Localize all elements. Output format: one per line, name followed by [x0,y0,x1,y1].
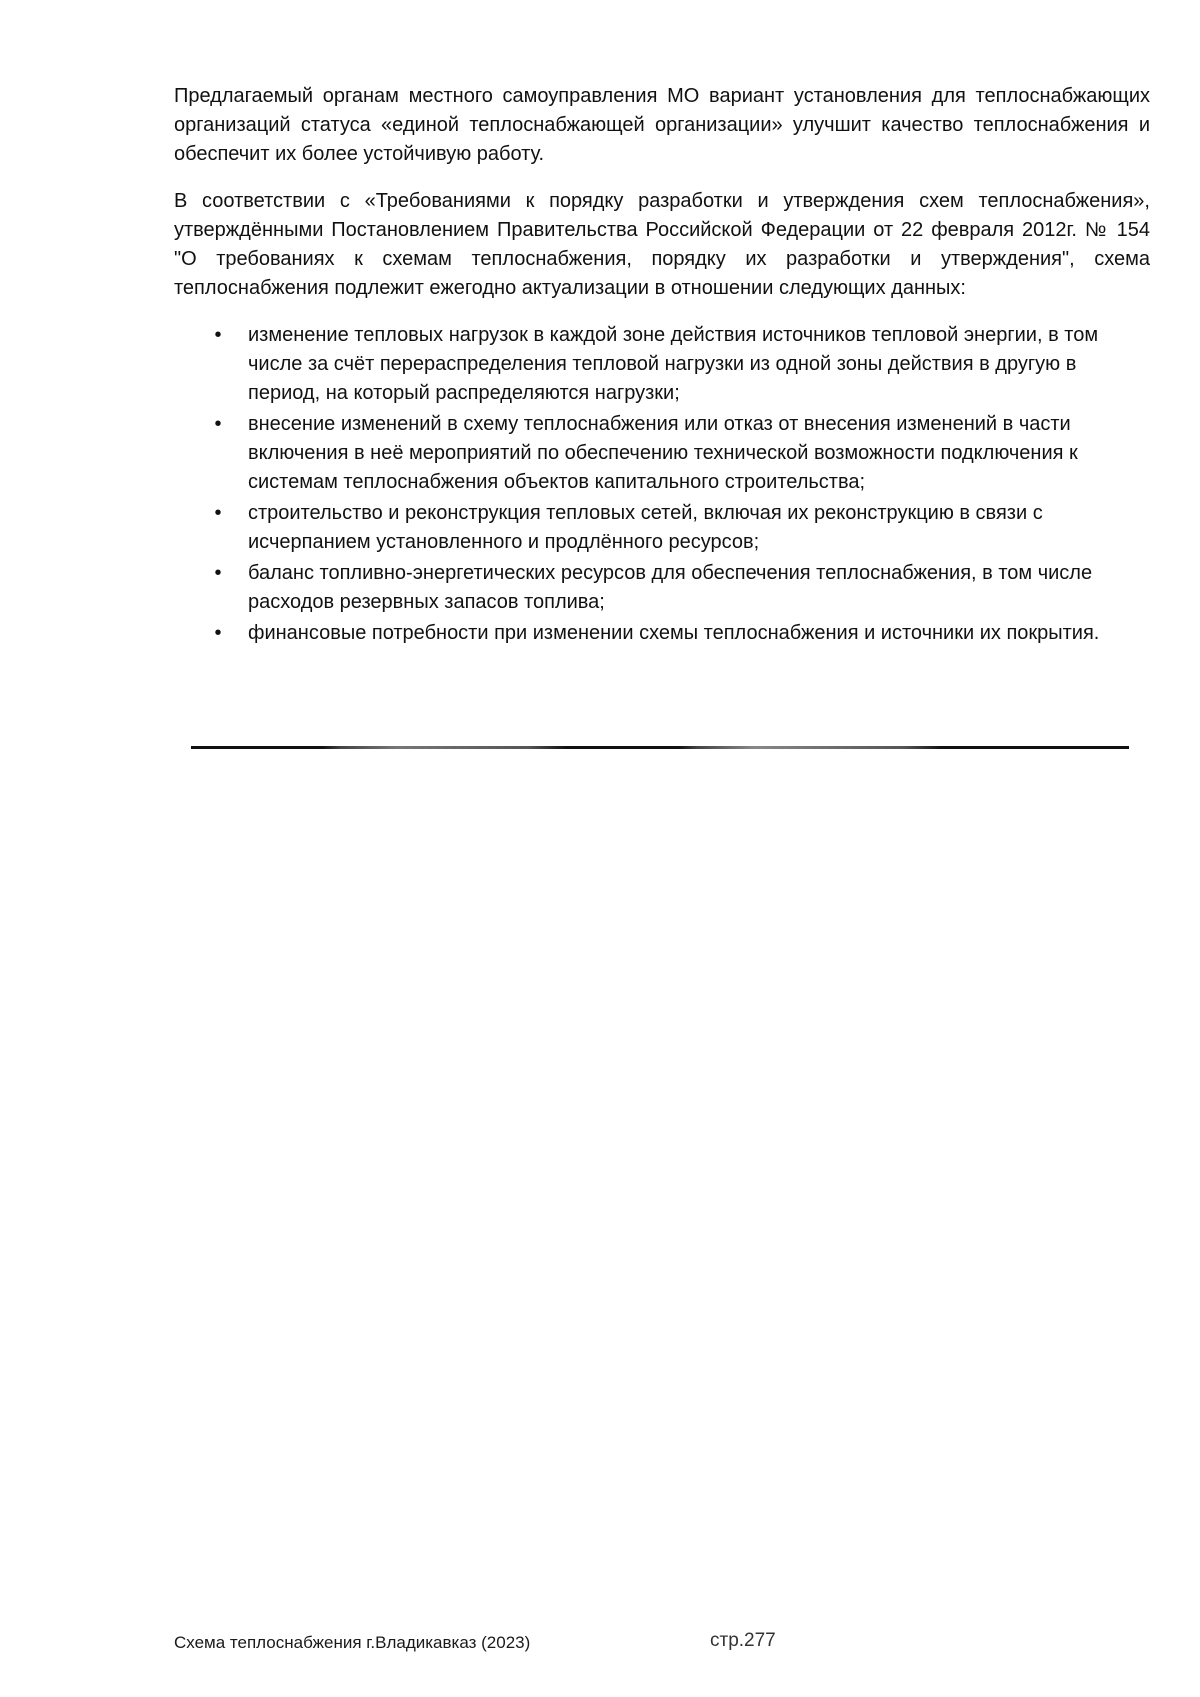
list-item [174,499,1150,557]
bullet-icon: • [214,502,222,524]
list-item-text: финансовые потребности при изменении схемы теплоснабжения и источники их покрытия. [248,622,1100,644]
footer-document-title: Схема теплоснабжения г.Владикавказ (2023) [174,1633,531,1652]
list-item [174,321,1150,408]
bullet-icon: • [214,622,222,644]
list-item-text: баланс топливно-энергетических ресурсов для обеспечения теплоснабжения, в том числе расходов резервных запасов топлива; [248,562,1093,613]
list-item [174,619,1150,648]
section-divider [191,746,1129,749]
list-item [174,559,1150,617]
list-item-text: изменение тепловых нагрузок в каждой зоне действия источников тепловой энергии, в том числе за счёт перераспределения тепловой нагрузки из одной зоны действия в другую в период, на который распределяются нагрузки; [248,324,1099,404]
list-item [174,410,1150,497]
bullet-icon: • [214,324,222,346]
bullet-icon: • [214,413,222,435]
bullet-list [174,321,1150,648]
paragraph-requirements: В соответствии с «Требованиями к порядку разработки и утверждения схем теплоснабжения», утверждёнными Постановлением Правительства Российской Федерации от 22 февраля 2012г. № 154 "О требованиях к схемам теплоснабжения, порядку их разработки и утверждения", схема теплоснабжения подлежит ежегодно актуализации в отношении следующих данных: [174,190,1150,299]
bullet-icon: • [214,562,222,584]
paragraph-intro: Предлагаемый органам местного самоуправления МО вариант установления для теплоснабжающих организаций статуса «единой теплоснабжающей организации» улучшит качество теплоснабжения и обеспечит их более устойчивую работу. [174,85,1150,165]
page-body [174,82,1150,650]
list-item-text: строительство и реконструкция тепловых сетей, включая их реконструкцию в связи с исчерпанием установленного и продлённого ресурсов; [248,502,1043,553]
list-item-text: внесение изменений в схему теплоснабжения или отказ от внесения изменений в части включения в неё мероприятий по обеспечению технической возможности подключения к системам теплоснабжения объектов капитального строительства; [248,413,1078,493]
footer-page-number: стр.277 [710,1630,776,1651]
